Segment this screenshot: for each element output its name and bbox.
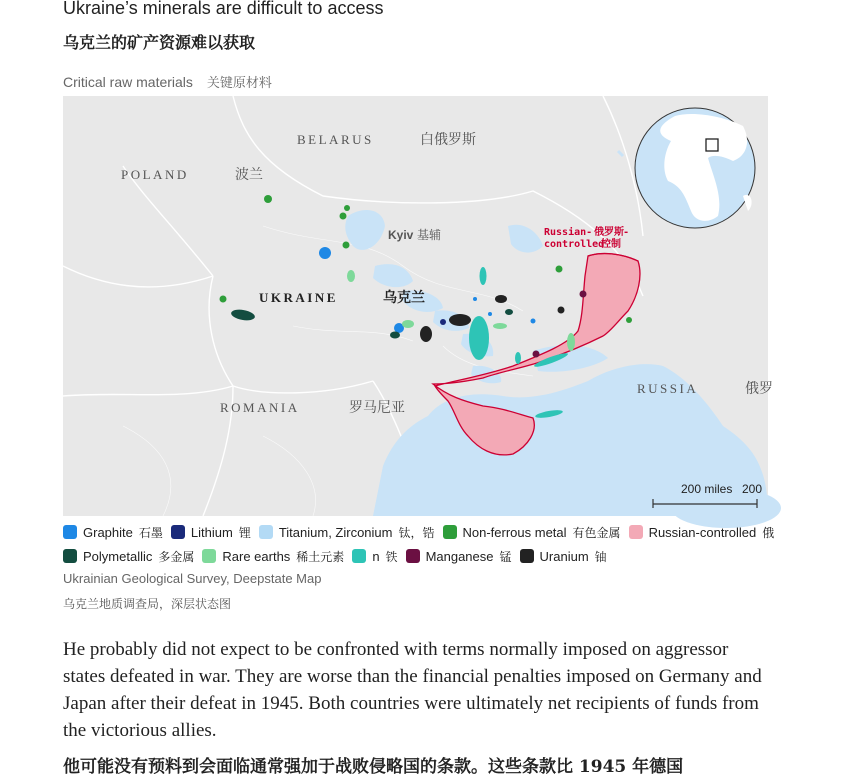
label-belarus: BELARUS bbox=[297, 132, 374, 147]
polymetallic-deposit bbox=[390, 332, 400, 339]
non-ferrous-deposit bbox=[220, 296, 227, 303]
legend-label: Rare earths bbox=[222, 548, 291, 564]
legend-swatch bbox=[520, 549, 534, 563]
label-russia: RUSSIA bbox=[637, 381, 699, 396]
legend-item bbox=[171, 524, 251, 541]
article-paragraph-en: He probably did not expect to be confronted with terms normally imposed on aggressor states defeated in war. They are worse than the financial penalties imposed on Germany and Japan after their defeat in 1945. Both countries were ultimately net recipients of funds from the victorious allies. bbox=[63, 639, 762, 741]
legend-label: Uranium bbox=[539, 548, 589, 564]
uranium-deposit bbox=[495, 295, 507, 303]
legend-label-zh: 稀土元素 bbox=[296, 549, 345, 564]
label-russian-controlled-zh-1: 俄罗斯- bbox=[594, 227, 629, 238]
graphite-deposit bbox=[473, 297, 477, 301]
legend-label-zh: 锂 bbox=[238, 525, 251, 540]
rare-earth-elements-deposit bbox=[515, 352, 521, 364]
rare-earths-deposit bbox=[347, 270, 355, 282]
globe-locator bbox=[635, 108, 755, 228]
legend-item bbox=[259, 524, 435, 541]
legend-swatch bbox=[259, 525, 273, 539]
legend-label-zh: 石墨 bbox=[138, 525, 163, 540]
manganese-deposit bbox=[580, 291, 587, 298]
rare-earths-deposit bbox=[567, 333, 575, 351]
non-ferrous-deposit bbox=[340, 213, 347, 220]
legend-label: Polymetallic bbox=[83, 548, 153, 564]
legend-swatch bbox=[63, 549, 77, 563]
label-kyiv-zh: 基辅 bbox=[417, 228, 442, 242]
legend-label: Titanium, Zirconium bbox=[278, 524, 393, 540]
non-ferrous-deposit bbox=[264, 195, 272, 203]
label-russian-controlled-2: controlled bbox=[544, 239, 605, 250]
label-romania: ROMANIA bbox=[220, 400, 300, 415]
legend-item bbox=[406, 548, 512, 565]
legend-item bbox=[629, 524, 775, 541]
legend-row bbox=[63, 544, 768, 568]
legend-label: Lithium bbox=[190, 524, 233, 540]
non-ferrous-deposit bbox=[556, 266, 563, 273]
legend-swatch bbox=[629, 525, 643, 539]
legend-item bbox=[443, 524, 621, 541]
article-paragraph-zh: 他可能没有预料到会面临通常强加于战败侵略国的条款。这些条款比 1945 年德国 bbox=[63, 757, 684, 777]
legend-label-zh: 俄 bbox=[762, 525, 775, 540]
scale-label: 200 miles bbox=[681, 482, 733, 496]
legend-swatch bbox=[443, 525, 457, 539]
chart-subtitle bbox=[63, 72, 272, 91]
legend-label-zh: 铀 bbox=[594, 549, 607, 564]
legend-label-zh: 钛，锆 bbox=[398, 525, 435, 540]
source-zh: 乌克兰地质调查局，深层状态图 bbox=[63, 597, 232, 611]
chart-title-en: Ukraine’s minerals are difficult to access bbox=[63, 0, 384, 18]
label-russian-controlled-zh-2: 控制 bbox=[601, 239, 621, 250]
legend-label: Non-ferrous metal bbox=[462, 524, 567, 540]
non-ferrous-deposit bbox=[344, 205, 350, 211]
non-ferrous-deposit bbox=[343, 242, 350, 249]
legend-label-zh: 铁 bbox=[385, 549, 398, 564]
manganese-deposit bbox=[533, 351, 540, 358]
minerals-map bbox=[63, 96, 773, 516]
label-ukraine: UKRAINE bbox=[259, 290, 338, 305]
rare-earth-elements-deposit bbox=[469, 316, 489, 360]
label-kyiv: Kyiv bbox=[388, 228, 414, 242]
legend-label-zh: 多金属 bbox=[158, 549, 195, 564]
legend-swatch bbox=[202, 549, 216, 563]
rare-earths-deposit bbox=[402, 320, 414, 328]
legend-label: n bbox=[372, 548, 380, 564]
map-svg bbox=[63, 96, 773, 516]
label-russia-zh: 俄罗 bbox=[745, 381, 773, 397]
label-belarus-zh: 白俄罗斯 bbox=[420, 132, 476, 148]
uranium-deposit bbox=[420, 326, 432, 342]
legend-row bbox=[63, 520, 775, 544]
label-ukraine-zh: 乌克兰 bbox=[383, 290, 425, 306]
rare-earth-elements-deposit bbox=[480, 267, 487, 285]
legend bbox=[63, 520, 775, 568]
subtitle-en: Critical raw materials bbox=[63, 74, 193, 90]
legend-label-zh: 有色金属 bbox=[572, 525, 621, 540]
uranium-deposit bbox=[449, 314, 471, 326]
rare-earths-deposit bbox=[493, 323, 507, 329]
legend-item bbox=[63, 524, 163, 541]
legend-label: Manganese bbox=[425, 548, 494, 564]
graphite-deposit bbox=[319, 247, 331, 259]
legend-item bbox=[520, 548, 607, 565]
label-poland-zh: 波兰 bbox=[235, 167, 263, 183]
graphite-deposit bbox=[488, 312, 492, 316]
legend-item bbox=[202, 548, 344, 565]
chart-title-zh: 乌克兰的矿产资源难以获取 bbox=[63, 33, 256, 52]
legend-item bbox=[63, 548, 194, 565]
legend-label-zh: 锰 bbox=[499, 549, 512, 564]
label-romania-zh: 罗马尼亚 bbox=[349, 400, 405, 416]
legend-swatch bbox=[63, 525, 77, 539]
legend-label: Graphite bbox=[83, 524, 133, 540]
legend-swatch bbox=[171, 525, 185, 539]
uranium-deposit bbox=[558, 307, 565, 314]
graphite-deposit bbox=[531, 319, 536, 324]
legend-swatch bbox=[352, 549, 366, 563]
polymetallic-deposit bbox=[505, 309, 513, 315]
scale-label-zh: 200 bbox=[742, 482, 763, 496]
legend-label: Russian-controlled bbox=[648, 524, 757, 540]
legend-item bbox=[352, 548, 397, 565]
legend-swatch bbox=[406, 549, 420, 563]
label-poland: POLAND bbox=[121, 167, 189, 182]
subtitle-zh: 关键原材料 bbox=[206, 76, 272, 91]
lithium-deposit bbox=[440, 319, 446, 325]
source-en: Ukrainian Geological Survey, Deepstate Map bbox=[63, 571, 322, 586]
non-ferrous-deposit bbox=[626, 317, 632, 323]
label-russian-controlled-1: Russian- bbox=[544, 227, 593, 238]
